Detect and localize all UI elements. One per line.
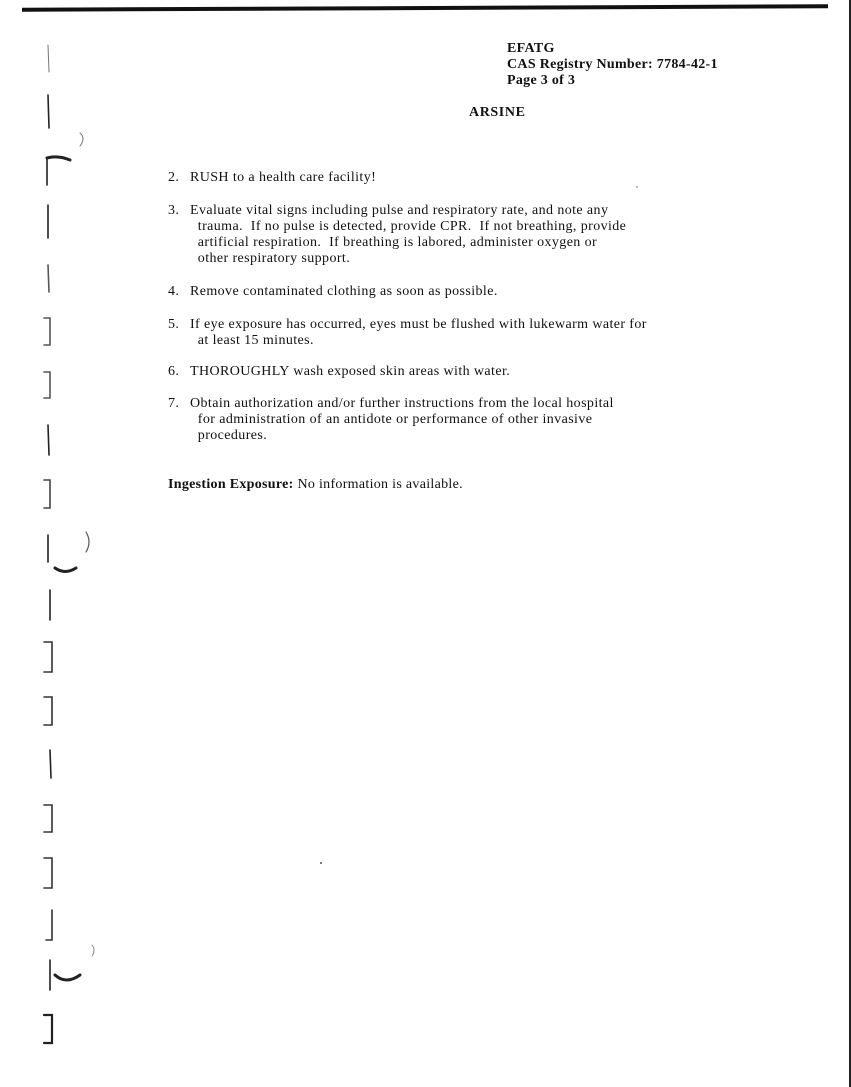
item-number: 7. xyxy=(168,396,180,411)
list-item xyxy=(168,317,647,349)
item-text: If eye exposure has occurred, eyes must be flushed with lukewarm water for at least 15 minutes. xyxy=(190,317,647,348)
list-item xyxy=(168,396,614,444)
ingestion-text: No information is available. xyxy=(297,477,463,492)
list-item xyxy=(168,364,510,380)
list-item xyxy=(168,170,376,186)
speck xyxy=(636,186,638,188)
item-number: 5. xyxy=(168,317,180,332)
item-text: THOROUGHLY wash exposed skin areas with water. xyxy=(190,364,511,379)
header-line-3: Page 3 of 3 xyxy=(507,73,576,88)
item-text: RUSH to a health care facility! xyxy=(190,170,377,185)
item-number: 2. xyxy=(168,170,180,185)
ingestion-label: Ingestion Exposure: xyxy=(168,477,294,492)
item-number: 3. xyxy=(168,203,180,218)
ingestion-exposure xyxy=(168,477,463,493)
header-line-2: CAS Registry Number: 7784-42-1 xyxy=(507,57,718,72)
list-item xyxy=(168,284,498,300)
header-line-1: EFATG xyxy=(507,41,555,56)
item-text: Obtain authorization and/or further instructions from the local hospital for administration of an antidote or performance of other invasive procedures. xyxy=(190,396,614,443)
speck xyxy=(320,862,322,864)
item-number: 4. xyxy=(168,284,180,299)
item-text: Remove contaminated clothing as soon as possible. xyxy=(190,284,498,299)
binder-marks xyxy=(0,0,120,1087)
top-rule xyxy=(22,4,828,12)
document-header xyxy=(507,41,718,89)
page-title: ARSINE xyxy=(469,105,526,120)
item-number: 6. xyxy=(168,364,180,379)
list-item xyxy=(168,203,626,267)
item-text: Evaluate vital signs including pulse and respiratory rate, and note any trauma. If no pulse is detected, provide CPR. If not breathing, provide artificial respiration. If breathing is labored, administer oxygen or other respiratory support. xyxy=(190,203,627,266)
